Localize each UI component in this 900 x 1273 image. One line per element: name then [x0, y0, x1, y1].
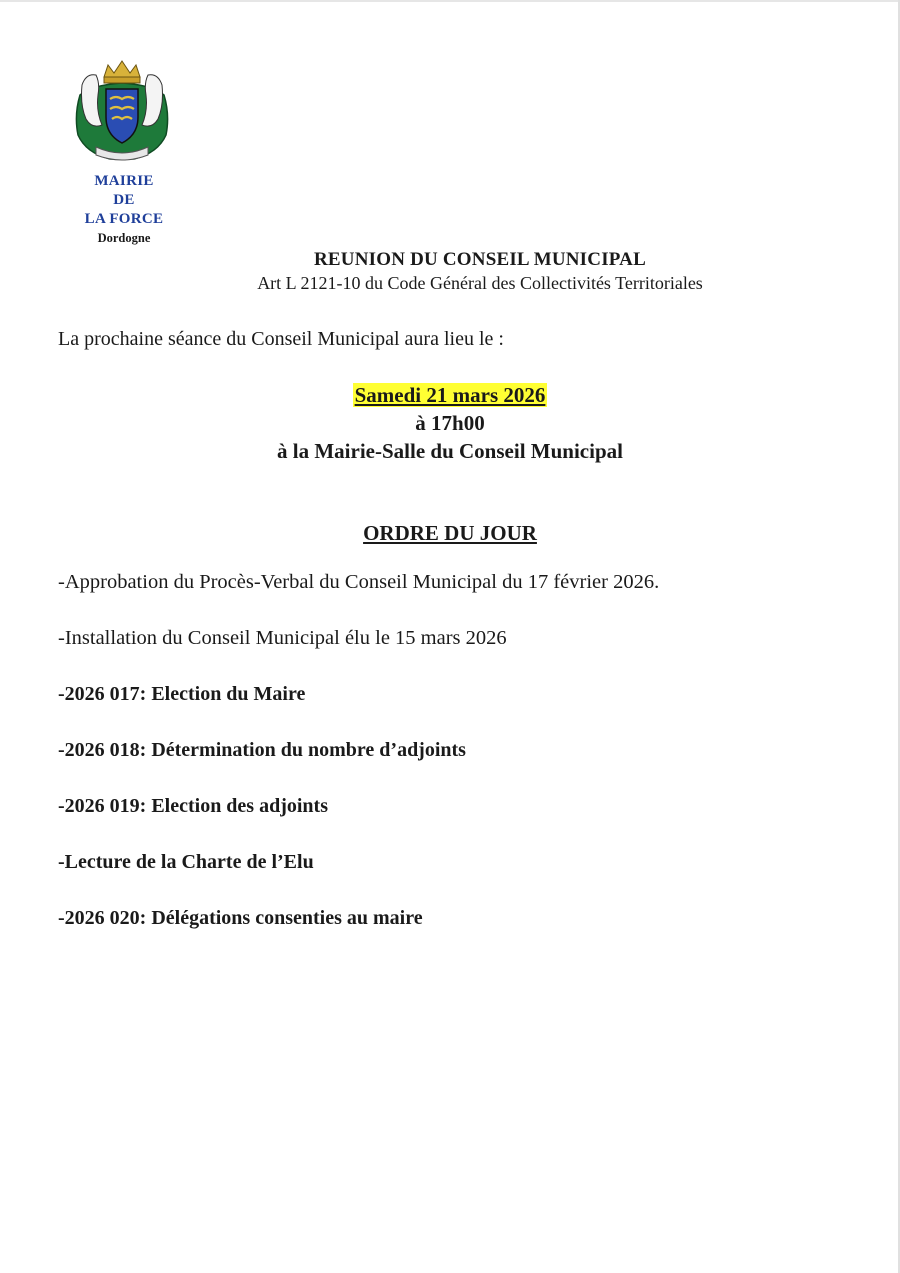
- agenda-list: [58, 570, 659, 962]
- agenda-item: -2026 018: Détermination du nombre d’adjoints: [58, 739, 466, 761]
- intro-sentence: La prochaine séance du Conseil Municipal aura lieu le :: [58, 328, 504, 350]
- agenda-item: -Approbation du Procès-Verbal du Conseil Municipal du 17 février 2026.: [58, 571, 660, 593]
- agenda-item: -Installation du Conseil Municipal élu le 15 mars 2026: [58, 627, 507, 649]
- meeting-date: Samedi 21 mars 2026: [354, 383, 546, 407]
- letterhead-line-1: MAIRIE: [94, 173, 154, 189]
- meeting-date-line: [0, 383, 900, 408]
- agenda-item: -2026 017: Election du Maire: [58, 683, 306, 705]
- letterhead-department: Dordogne: [97, 231, 151, 245]
- document-subtitle: Art L 2121-10 du Code Général des Collectivités Territoriales: [257, 273, 703, 293]
- letterhead-line-2: DE: [113, 192, 135, 208]
- document-title: REUNION DU CONSEIL MUNICIPAL: [314, 249, 646, 270]
- meeting-time: à 17h00: [415, 411, 485, 435]
- letterhead-line-3: LA FORCE: [84, 211, 164, 227]
- coat-of-arms-icon: [72, 55, 172, 167]
- letterhead: [72, 172, 176, 246]
- agenda-item: -2026 019: Election des adjoints: [58, 795, 328, 817]
- agenda-title: ORDRE DU JOUR: [363, 521, 537, 545]
- agenda-item: -2026 020: Délégations consenties au maire: [58, 907, 423, 929]
- meeting-place: à la Mairie-Salle du Conseil Municipal: [277, 439, 623, 463]
- agenda-item: -Lecture de la Charte de l’Elu: [58, 851, 314, 873]
- scan-edge-top: [0, 0, 900, 2]
